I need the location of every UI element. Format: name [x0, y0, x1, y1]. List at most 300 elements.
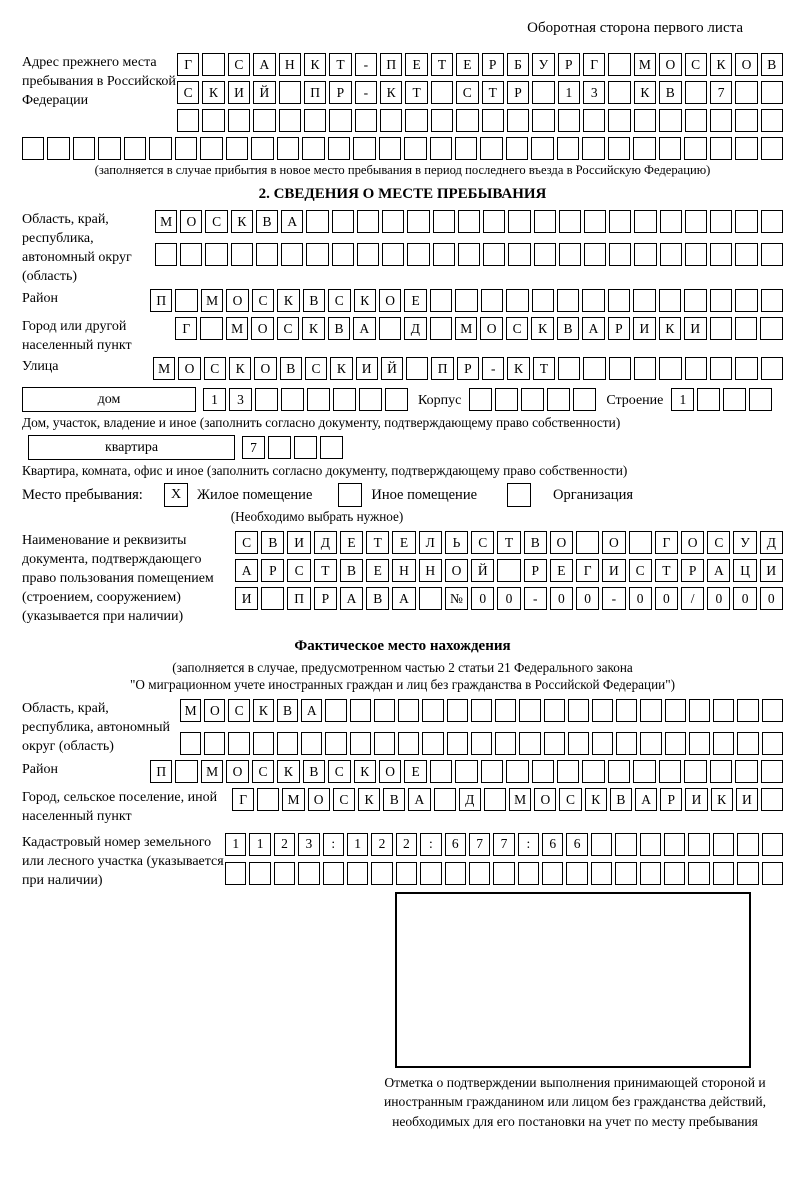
form-cell[interactable]: [200, 137, 222, 160]
form-cell[interactable]: К: [302, 317, 324, 340]
form-cell[interactable]: К: [380, 81, 402, 104]
form-cell[interactable]: [664, 833, 685, 856]
form-cell[interactable]: С: [685, 53, 707, 76]
form-cell[interactable]: [640, 699, 661, 722]
form-cell[interactable]: Д: [314, 531, 337, 554]
form-cell[interactable]: О: [480, 317, 502, 340]
form-cell[interactable]: [583, 357, 605, 380]
form-cell[interactable]: [332, 210, 354, 233]
form-cell[interactable]: [175, 137, 197, 160]
form-cell[interactable]: [357, 243, 379, 266]
form-cell[interactable]: [398, 732, 419, 755]
form-cell[interactable]: [506, 760, 528, 783]
form-cell[interactable]: В: [610, 788, 632, 811]
form-cell[interactable]: [557, 137, 579, 160]
form-cell[interactable]: В: [303, 760, 325, 783]
form-cell[interactable]: [685, 243, 707, 266]
form-cell[interactable]: 0: [733, 587, 756, 610]
form-cell[interactable]: [508, 243, 530, 266]
form-cell[interactable]: [420, 862, 441, 885]
form-cell[interactable]: И: [287, 531, 310, 554]
form-cell[interactable]: 6: [542, 833, 563, 856]
form-cell[interactable]: [202, 53, 224, 76]
form-cell[interactable]: С: [277, 317, 299, 340]
form-cell[interactable]: [493, 862, 514, 885]
form-cell[interactable]: Р: [507, 81, 529, 104]
form-cell[interactable]: Н: [279, 53, 301, 76]
form-cell[interactable]: :: [518, 833, 539, 856]
form-cell[interactable]: О: [226, 760, 248, 783]
form-cell[interactable]: Е: [404, 289, 426, 312]
form-cell[interactable]: [506, 289, 528, 312]
form-cell[interactable]: [616, 699, 637, 722]
form-cell[interactable]: П: [287, 587, 310, 610]
form-cell[interactable]: С: [629, 559, 652, 582]
form-cell[interactable]: [251, 137, 273, 160]
form-cell[interactable]: К: [229, 357, 251, 380]
form-cell[interactable]: А: [253, 53, 275, 76]
form-cell[interactable]: С: [333, 788, 355, 811]
form-cell[interactable]: [737, 833, 758, 856]
form-cell[interactable]: [445, 862, 466, 885]
form-cell[interactable]: 7: [242, 436, 265, 459]
form-cell[interactable]: О: [178, 357, 200, 380]
form-cell[interactable]: [404, 137, 426, 160]
form-cell[interactable]: В: [261, 531, 284, 554]
form-cell[interactable]: [480, 137, 502, 160]
form-cell[interactable]: -: [355, 81, 377, 104]
form-cell[interactable]: [568, 732, 589, 755]
form-cell[interactable]: С: [228, 699, 249, 722]
form-cell[interactable]: 2: [396, 833, 417, 856]
form-cell[interactable]: Л: [419, 531, 442, 554]
form-cell[interactable]: [735, 317, 757, 340]
form-cell[interactable]: [558, 109, 580, 132]
form-cell[interactable]: К: [231, 210, 253, 233]
form-cell[interactable]: [710, 210, 732, 233]
form-cell[interactable]: Т: [329, 53, 351, 76]
form-cell[interactable]: М: [634, 53, 656, 76]
form-cell[interactable]: [483, 243, 505, 266]
form-cell[interactable]: К: [304, 53, 326, 76]
form-cell[interactable]: [582, 289, 604, 312]
form-cell[interactable]: 1: [203, 388, 226, 411]
form-cell[interactable]: О: [445, 559, 468, 582]
form-cell[interactable]: 0: [629, 587, 652, 610]
form-cell[interactable]: [634, 210, 656, 233]
form-cell[interactable]: [665, 699, 686, 722]
form-cell[interactable]: О: [534, 788, 556, 811]
form-cell[interactable]: 1: [249, 833, 270, 856]
form-cell[interactable]: [430, 289, 452, 312]
checkbox-other-premises[interactable]: [338, 483, 362, 507]
form-cell[interactable]: 2: [274, 833, 295, 856]
form-cell[interactable]: С: [204, 357, 226, 380]
form-cell[interactable]: [407, 243, 429, 266]
form-cell[interactable]: [205, 243, 227, 266]
form-cell[interactable]: [483, 210, 505, 233]
form-cell[interactable]: [333, 388, 356, 411]
form-cell[interactable]: П: [150, 760, 172, 783]
form-cell[interactable]: Е: [366, 559, 389, 582]
form-cell[interactable]: [407, 210, 429, 233]
form-cell[interactable]: Т: [655, 559, 678, 582]
form-cell[interactable]: 7: [469, 833, 490, 856]
form-cell[interactable]: М: [509, 788, 531, 811]
form-cell[interactable]: [320, 436, 343, 459]
form-cell[interactable]: [456, 109, 478, 132]
form-cell[interactable]: [323, 862, 344, 885]
form-cell[interactable]: В: [256, 210, 278, 233]
form-cell[interactable]: [434, 788, 456, 811]
form-cell[interactable]: В: [340, 559, 363, 582]
form-cell[interactable]: [124, 137, 146, 160]
form-cell[interactable]: М: [155, 210, 177, 233]
form-cell[interactable]: [347, 862, 368, 885]
form-cell[interactable]: [609, 243, 631, 266]
form-cell[interactable]: 0: [471, 587, 494, 610]
form-cell[interactable]: М: [201, 289, 223, 312]
form-cell[interactable]: [737, 862, 758, 885]
form-cell[interactable]: :: [420, 833, 441, 856]
form-cell[interactable]: К: [354, 760, 376, 783]
form-cell[interactable]: [609, 210, 631, 233]
form-cell[interactable]: [592, 699, 613, 722]
form-cell[interactable]: К: [507, 357, 529, 380]
form-cell[interactable]: 2: [371, 833, 392, 856]
form-cell[interactable]: [484, 788, 506, 811]
form-cell[interactable]: [659, 109, 681, 132]
form-cell[interactable]: О: [180, 210, 202, 233]
form-cell[interactable]: 3: [229, 388, 252, 411]
form-cell[interactable]: Й: [471, 559, 494, 582]
form-cell[interactable]: [608, 289, 630, 312]
form-cell[interactable]: И: [736, 788, 758, 811]
form-cell[interactable]: [255, 388, 278, 411]
form-cell[interactable]: А: [235, 559, 258, 582]
form-cell[interactable]: [431, 109, 453, 132]
form-cell[interactable]: [481, 289, 503, 312]
form-cell[interactable]: Т: [431, 53, 453, 76]
form-cell[interactable]: [762, 732, 783, 755]
form-cell[interactable]: [735, 109, 757, 132]
form-cell[interactable]: [279, 109, 301, 132]
form-cell[interactable]: [261, 587, 284, 610]
form-cell[interactable]: [469, 388, 492, 411]
form-cell[interactable]: К: [277, 760, 299, 783]
form-cell[interactable]: [277, 732, 298, 755]
form-cell[interactable]: [660, 243, 682, 266]
form-cell[interactable]: №: [445, 587, 468, 610]
form-cell[interactable]: [306, 243, 328, 266]
form-cell[interactable]: [689, 699, 710, 722]
form-cell[interactable]: К: [531, 317, 553, 340]
form-cell[interactable]: [534, 210, 556, 233]
form-cell[interactable]: О: [226, 289, 248, 312]
form-cell[interactable]: 6: [445, 833, 466, 856]
form-cell[interactable]: [359, 388, 382, 411]
form-cell[interactable]: Р: [681, 559, 704, 582]
form-cell[interactable]: [353, 137, 375, 160]
form-cell[interactable]: Т: [405, 81, 427, 104]
form-cell[interactable]: Е: [404, 760, 426, 783]
form-cell[interactable]: [684, 137, 706, 160]
form-cell[interactable]: [382, 243, 404, 266]
form-cell[interactable]: [559, 243, 581, 266]
form-cell[interactable]: [559, 210, 581, 233]
form-cell[interactable]: [22, 137, 44, 160]
form-cell[interactable]: [277, 137, 299, 160]
form-cell[interactable]: [737, 732, 758, 755]
form-cell[interactable]: О: [681, 531, 704, 554]
form-cell[interactable]: Р: [329, 81, 351, 104]
form-cell[interactable]: [713, 732, 734, 755]
form-cell[interactable]: [307, 388, 330, 411]
form-cell[interactable]: И: [684, 317, 706, 340]
form-cell[interactable]: [547, 388, 570, 411]
form-cell[interactable]: [583, 109, 605, 132]
form-cell[interactable]: [659, 137, 681, 160]
form-cell[interactable]: Е: [456, 53, 478, 76]
form-cell[interactable]: [532, 81, 554, 104]
form-cell[interactable]: [507, 109, 529, 132]
form-cell[interactable]: [253, 109, 275, 132]
form-cell[interactable]: [608, 53, 630, 76]
form-cell[interactable]: Й: [253, 81, 275, 104]
form-cell[interactable]: [591, 862, 612, 885]
form-cell[interactable]: [458, 243, 480, 266]
form-cell[interactable]: Г: [576, 559, 599, 582]
form-cell[interactable]: [508, 210, 530, 233]
form-cell[interactable]: Т: [482, 81, 504, 104]
form-cell[interactable]: [582, 137, 604, 160]
form-cell[interactable]: [761, 81, 783, 104]
form-cell[interactable]: О: [659, 53, 681, 76]
form-cell[interactable]: [557, 289, 579, 312]
form-cell[interactable]: Р: [457, 357, 479, 380]
form-cell[interactable]: С: [456, 81, 478, 104]
form-cell[interactable]: [710, 137, 732, 160]
form-cell[interactable]: [175, 289, 197, 312]
form-cell[interactable]: [634, 243, 656, 266]
form-cell[interactable]: Р: [558, 53, 580, 76]
form-cell[interactable]: [713, 833, 734, 856]
form-cell[interactable]: [398, 699, 419, 722]
form-cell[interactable]: [760, 317, 782, 340]
form-cell[interactable]: 0: [550, 587, 573, 610]
form-cell[interactable]: С: [287, 559, 310, 582]
form-cell[interactable]: [723, 388, 746, 411]
form-cell[interactable]: 0: [497, 587, 520, 610]
form-cell[interactable]: [684, 760, 706, 783]
form-cell[interactable]: В: [280, 357, 302, 380]
form-cell[interactable]: [149, 137, 171, 160]
form-cell[interactable]: К: [277, 289, 299, 312]
form-cell[interactable]: Т: [533, 357, 555, 380]
form-cell[interactable]: [47, 137, 69, 160]
checkbox-residential[interactable]: X: [164, 483, 188, 507]
form-cell[interactable]: [710, 760, 732, 783]
form-cell[interactable]: [659, 760, 681, 783]
form-cell[interactable]: 1: [558, 81, 580, 104]
form-cell[interactable]: [371, 862, 392, 885]
form-cell[interactable]: Г: [175, 317, 197, 340]
form-cell[interactable]: [374, 732, 395, 755]
form-cell[interactable]: М: [153, 357, 175, 380]
checkbox-organization[interactable]: [507, 483, 531, 507]
form-cell[interactable]: В: [761, 53, 783, 76]
form-cell[interactable]: [455, 760, 477, 783]
form-cell[interactable]: [298, 862, 319, 885]
form-cell[interactable]: В: [303, 289, 325, 312]
form-cell[interactable]: К: [202, 81, 224, 104]
form-cell[interactable]: [374, 699, 395, 722]
form-cell[interactable]: [430, 137, 452, 160]
form-cell[interactable]: О: [308, 788, 330, 811]
form-cell[interactable]: К: [358, 788, 380, 811]
form-cell[interactable]: [685, 210, 707, 233]
form-cell[interactable]: [609, 357, 631, 380]
form-cell[interactable]: [591, 833, 612, 856]
form-cell[interactable]: И: [235, 587, 258, 610]
form-cell[interactable]: [357, 210, 379, 233]
form-cell[interactable]: Г: [232, 788, 254, 811]
form-cell[interactable]: [761, 289, 783, 312]
form-cell[interactable]: А: [281, 210, 303, 233]
form-cell[interactable]: -: [355, 53, 377, 76]
form-cell[interactable]: [761, 788, 783, 811]
form-cell[interactable]: [519, 699, 540, 722]
form-cell[interactable]: Р: [261, 559, 284, 582]
form-cell[interactable]: Р: [314, 587, 337, 610]
form-cell[interactable]: [558, 357, 580, 380]
form-cell[interactable]: С: [252, 289, 274, 312]
form-cell[interactable]: :: [323, 833, 344, 856]
form-cell[interactable]: [584, 243, 606, 266]
form-cell[interactable]: [447, 732, 468, 755]
form-cell[interactable]: [761, 243, 783, 266]
form-cell[interactable]: [573, 388, 596, 411]
form-cell[interactable]: -: [602, 587, 625, 610]
form-cell[interactable]: 0: [760, 587, 783, 610]
form-cell[interactable]: [713, 699, 734, 722]
form-cell[interactable]: [304, 109, 326, 132]
form-cell[interactable]: А: [392, 587, 415, 610]
form-cell[interactable]: [396, 862, 417, 885]
form-cell[interactable]: Р: [660, 788, 682, 811]
form-cell[interactable]: С: [228, 53, 250, 76]
form-cell[interactable]: О: [379, 760, 401, 783]
form-cell[interactable]: [518, 862, 539, 885]
form-cell[interactable]: [521, 388, 544, 411]
form-cell[interactable]: П: [431, 357, 453, 380]
form-cell[interactable]: С: [559, 788, 581, 811]
form-cell[interactable]: [231, 243, 253, 266]
form-cell[interactable]: А: [582, 317, 604, 340]
form-cell[interactable]: [419, 587, 442, 610]
form-cell[interactable]: [98, 137, 120, 160]
form-cell[interactable]: [430, 760, 452, 783]
form-cell[interactable]: [576, 531, 599, 554]
form-cell[interactable]: П: [150, 289, 172, 312]
form-cell[interactable]: [430, 317, 452, 340]
form-cell[interactable]: [557, 760, 579, 783]
form-cell[interactable]: [735, 137, 757, 160]
form-cell[interactable]: Р: [524, 559, 547, 582]
form-cell[interactable]: [506, 137, 528, 160]
form-cell[interactable]: [735, 760, 757, 783]
form-cell[interactable]: [761, 760, 783, 783]
form-cell[interactable]: [710, 317, 732, 340]
form-cell[interactable]: [325, 699, 346, 722]
form-cell[interactable]: Н: [392, 559, 415, 582]
form-cell[interactable]: С: [177, 81, 199, 104]
form-cell[interactable]: В: [557, 317, 579, 340]
form-cell[interactable]: [302, 137, 324, 160]
form-cell[interactable]: [664, 862, 685, 885]
form-cell[interactable]: И: [760, 559, 783, 582]
form-cell[interactable]: [633, 289, 655, 312]
form-cell[interactable]: [355, 109, 377, 132]
form-cell[interactable]: [225, 862, 246, 885]
form-cell[interactable]: [279, 81, 301, 104]
form-cell[interactable]: [660, 210, 682, 233]
form-cell[interactable]: [497, 559, 520, 582]
form-cell[interactable]: [762, 862, 783, 885]
form-cell[interactable]: [762, 833, 783, 856]
form-cell[interactable]: [405, 109, 427, 132]
form-cell[interactable]: [256, 243, 278, 266]
form-cell[interactable]: 1: [671, 388, 694, 411]
form-cell[interactable]: [380, 109, 402, 132]
form-cell[interactable]: [204, 732, 225, 755]
form-cell[interactable]: [458, 210, 480, 233]
form-cell[interactable]: [175, 760, 197, 783]
form-cell[interactable]: [155, 243, 177, 266]
form-cell[interactable]: И: [633, 317, 655, 340]
form-cell[interactable]: К: [330, 357, 352, 380]
form-cell[interactable]: К: [710, 53, 732, 76]
form-cell[interactable]: [761, 137, 783, 160]
form-cell[interactable]: В: [524, 531, 547, 554]
form-cell[interactable]: В: [383, 788, 405, 811]
form-cell[interactable]: [749, 388, 772, 411]
form-cell[interactable]: [684, 289, 706, 312]
form-cell[interactable]: [325, 732, 346, 755]
form-cell[interactable]: В: [366, 587, 389, 610]
form-cell[interactable]: М: [201, 760, 223, 783]
form-cell[interactable]: Р: [608, 317, 630, 340]
form-cell[interactable]: Г: [583, 53, 605, 76]
form-cell[interactable]: Т: [497, 531, 520, 554]
form-cell[interactable]: [495, 699, 516, 722]
form-cell[interactable]: [640, 833, 661, 856]
form-cell[interactable]: И: [602, 559, 625, 582]
form-cell[interactable]: 3: [298, 833, 319, 856]
form-cell[interactable]: [713, 862, 734, 885]
form-cell[interactable]: [253, 732, 274, 755]
form-cell[interactable]: 1: [225, 833, 246, 856]
form-cell[interactable]: [608, 109, 630, 132]
form-cell[interactable]: [685, 109, 707, 132]
form-cell[interactable]: Т: [366, 531, 389, 554]
form-cell[interactable]: Ц: [733, 559, 756, 582]
form-cell[interactable]: П: [380, 53, 402, 76]
form-cell[interactable]: [455, 137, 477, 160]
form-cell[interactable]: [532, 289, 554, 312]
form-cell[interactable]: [761, 357, 783, 380]
form-cell[interactable]: 0: [655, 587, 678, 610]
